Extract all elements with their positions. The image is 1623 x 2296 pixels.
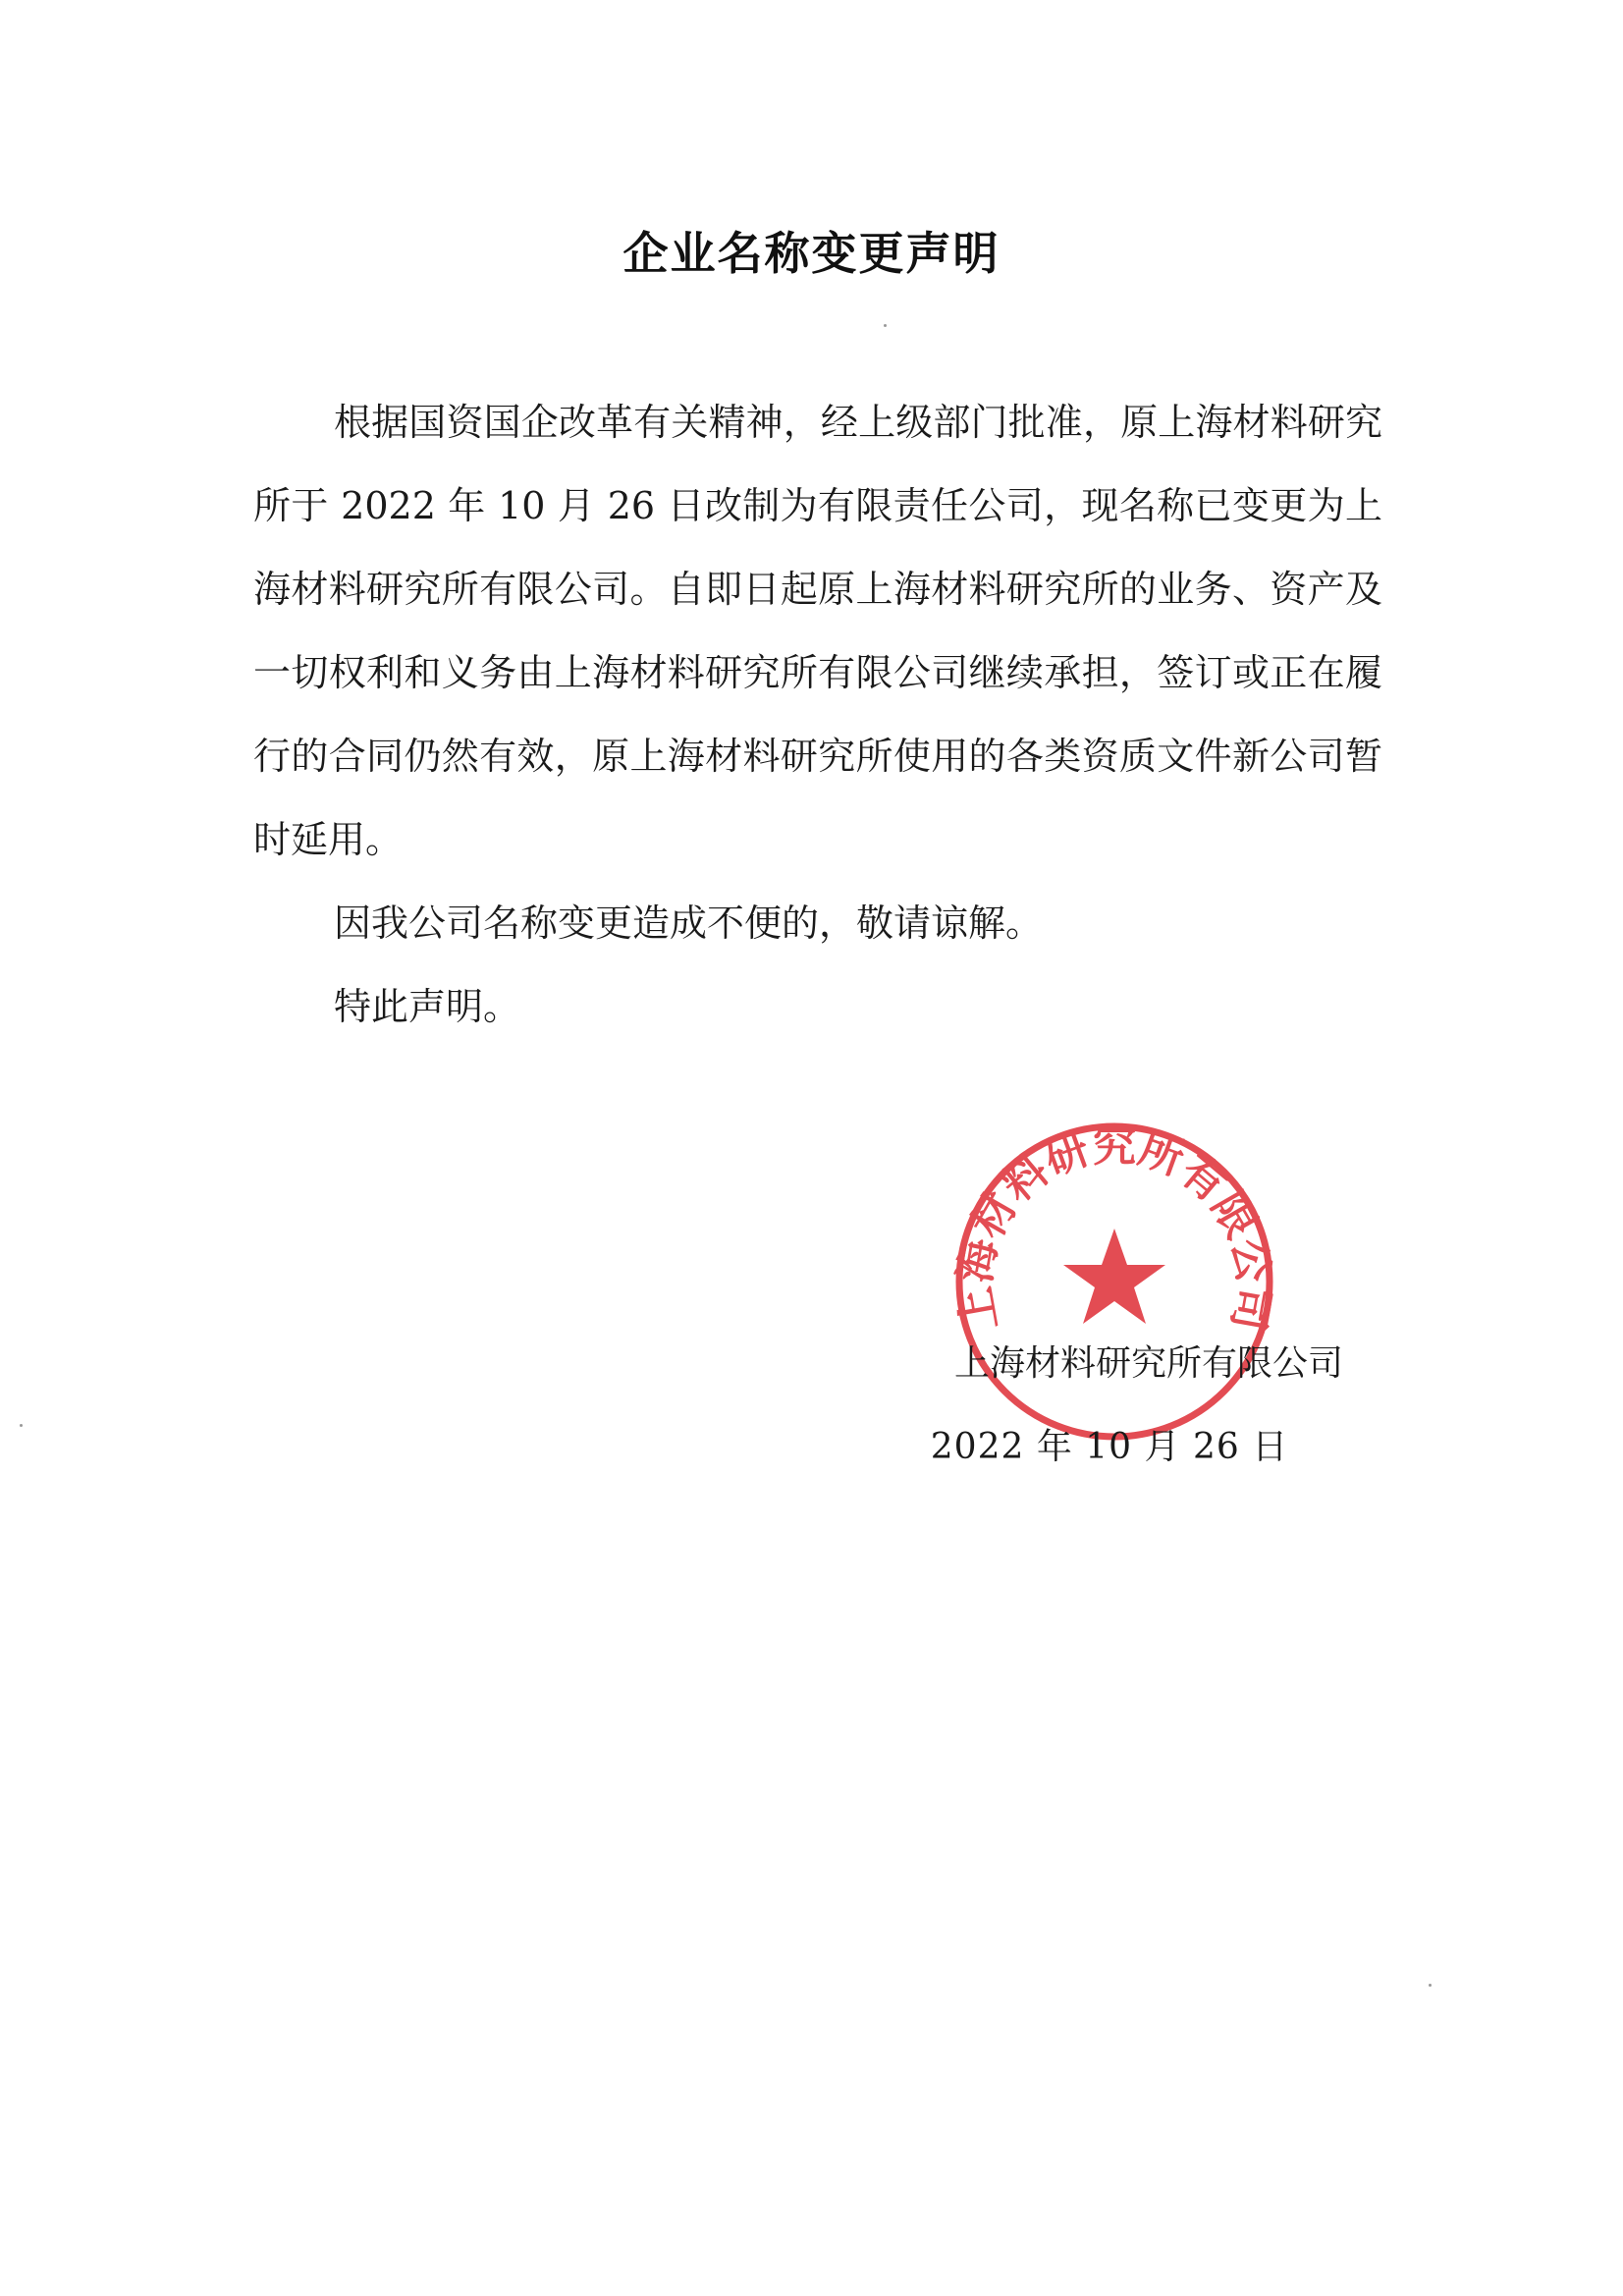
scan-speck (884, 324, 887, 327)
paragraph-main: 根据国资国企改革有关精神，经上级部门批准，原上海材料研究所于 2022 年 10 月 26 日改制为有限责任公司，现名称已变更为上海材料研究所有限公司。自即日起原上海材料研究所的业务、资产及一切权利和义务由上海材料研究所有限公司继续承担，签订或正在履行的合同仍然有效，原上海材料研究所使用的各类资质文件新公司暂时延用。 (253, 401, 1382, 861)
scan-speck (20, 1424, 23, 1427)
seal-star-icon (1063, 1229, 1165, 1324)
signature-date: 2022 年 10 月 26 日 (930, 1427, 1289, 1467)
company-seal (950, 1118, 1278, 1446)
paragraph-closing: 特此声明。 (334, 985, 521, 1028)
signature-company: 上海材料研究所有限公司 (953, 1343, 1343, 1384)
seal-text: 上海材料研究所有限公司 (950, 1121, 1278, 1335)
document-body (253, 381, 1382, 1049)
paragraph-apology: 因我公司名称变更造成不便的，敬请谅解。 (334, 902, 1044, 945)
scan-speck (1429, 1984, 1432, 1987)
document-title: 企业名称变更声明 (622, 227, 1001, 280)
